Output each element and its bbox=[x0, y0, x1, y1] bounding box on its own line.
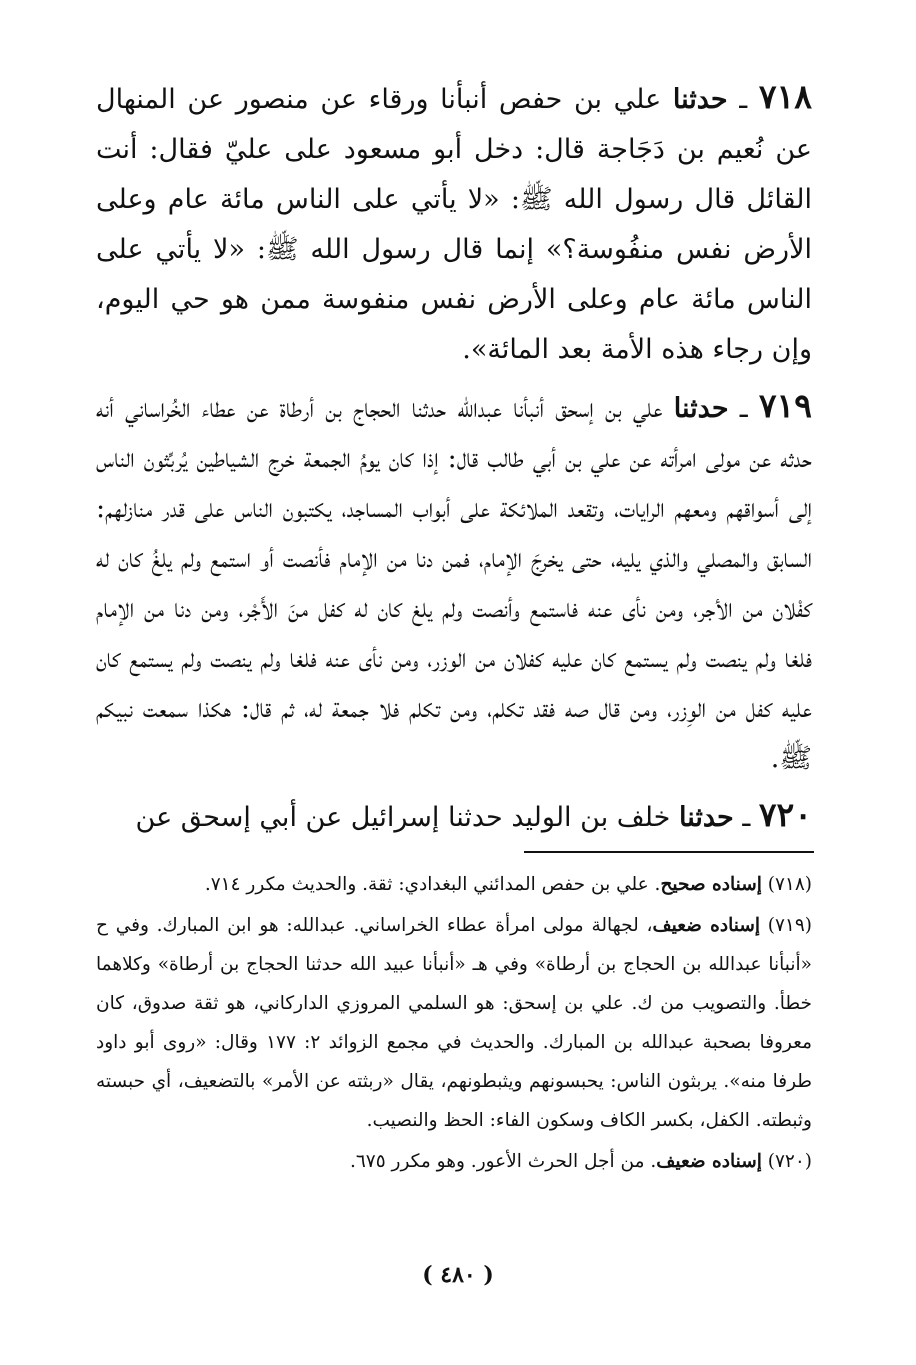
hadith-label: حدثنا bbox=[678, 802, 734, 833]
footnote-ref: (٧١٨) bbox=[767, 874, 812, 895]
footnotes bbox=[96, 865, 812, 1181]
page-body bbox=[96, 72, 812, 1183]
footnote-text: . من أجل الحرث الأعور. وهو مكرر ٦٧٥. bbox=[349, 1151, 657, 1172]
footnote-text: ، لجهالة مولى امرأة عطاء الخراساني. عبدالله: هو ابن المبارك. وفي ح «أنبأنا عبدالله بن الحجاج بن أرطاة» وفي هـ «أنبأنا عبيد الله حدثنا الحجاج بن أرطاة» وكلاهما خطأ. والتصويب من ك. علي بن إسحق: هو السلمي المروزي الداركاني، هو ثقة صدوق، كان معروفا بصحبة عبدالله بن المبارك. والحديث في مجمع الزوائد ٢: ١٧٧ وقال: «روى أبو داود طرفا منه». يربثون الناس: يحبسونهم ويثبطونهم، يقال «ربثته عن الأمر» بالتضعيف، أي حبسته وثبطته. الكفل، بكسر الكاف وسكون الفاء: الحظ والنصيب. bbox=[96, 915, 812, 1131]
footnote-grade: إسناده ضعيف bbox=[652, 915, 760, 936]
hadith-label: حدثنا bbox=[672, 84, 728, 115]
hadith-719: ٧١٩ ـ حدثنا علي بن إسحق أنبأنا عبدالله حدثنا الحجاج بن أرطاة عن عطاء الخُراساني أنه حدثه عن مولى امرأته عن علي بن أبي طالب قال: إذا كان يومُ الجمعة خرج الشياطين يُربِّثون الناس إلى أسواقهم ومعهم الرايات، وتقعد الملائكة على أبواب المساجد، يكتبون الناس على قدر منازلهم: السابق والمصلي والذي يليه، حتى يخرجَ الإمام، فمن دنا من الإمام فأنصت أو استمع ولم يلغُ كان له كفْلان من الأجر، ومن نأى عنه فاستمع وأنصت ولم يلغ كان له كفل منَ الأَجْر، ومن دنا من الإمام فلغا ولم ينصت ولم يستمع كان عليه كفلان من الوزر، ومن نأى عنه فلغا ولم ينصت ولم يستمع كان عليه كفل من الوِزر، ومن قال صه فقد تكلم، ومن تكلم فلا جمعة له، ثم قال: هكذا سمعت نبيكم ﷺ. bbox=[96, 386, 813, 774]
footnote-719 bbox=[96, 906, 812, 1140]
hadith-718: ٧١٨ ـ حدثنا علي بن حفص أنبأنا ورقاء عن منصور عن المنهال عن نُعيم بن دَجَاجة قال: دخل أبو مسعود على عليّ فقال: أنت القائل قال رسول الله ﷺ: «لا يأتي على الناس مائة عام وعلى الأرض نفس منفُوسة؟» إنما قال رسول الله ﷺ: «لا يأتي على الناس مائة عام وعلى الأرض نفس منفوسة ممن هو حي اليوم، وإن رجاء هذه الأمة بعد المائة». bbox=[96, 77, 812, 365]
footnote-718 bbox=[96, 865, 812, 904]
footnote-ref: (٧٢٠) bbox=[767, 1151, 812, 1172]
hadith-label: حدثنا bbox=[673, 393, 729, 424]
footnote-separator bbox=[524, 851, 814, 853]
hadith-number: ٧٢٠ bbox=[758, 795, 812, 834]
footnote-720 bbox=[96, 1142, 812, 1181]
hadith-720: ٧٢٠ ـ حدثنا خلف بن الوليد حدثنا إسرائيل عن أبي إسحق عن bbox=[135, 795, 812, 834]
footnote-grade: إسناده صحيح bbox=[660, 874, 762, 895]
hadith-text: علي بن إسحق أنبأنا عبدالله حدثنا الحجاج بن أرطاة عن عطاء الخُراساني أنه حدثه عن مولى امرأته عن علي بن أبي طالب قال: إذا كان يومُ الجمعة خرج الشياطين يُربِّثون الناس إلى أسواقهم ومعهم الرايات، وتقعد الملائكة على أبواب المساجد، يكتبون الناس على قدر منازلهم: السابق والمصلي والذي يليه، حتى يخرجَ الإمام، فمن دنا من الإمام فأنصت أو استمع ولم يلغُ كان له كفْلان من الأجر، ومن نأى عنه فاستمع وأنصت ولم يلغ كان له كفل منَ الأَجْر، ومن دنا من الإمام فلغا ولم ينصت ولم يستمع كان عليه كفلان من الوزر، ومن نأى عنه فلغا ولم ينصت ولم يستمع كان عليه كفل من الوِزر، ومن قال صه فقد تكلم، ومن تكلم فلا جمعة له، ثم قال: هكذا سمعت نبيكم ﷺ. bbox=[96, 393, 812, 774]
hadith-text: علي بن حفص أنبأنا ورقاء عن منصور عن المنهال عن نُعيم بن دَجَاجة قال: دخل أبو مسعود على عليّ فقال: أنت القائل قال رسول الله ﷺ: «لا يأتي على الناس مائة عام وعلى الأرض نفس منفُوسة؟» إنما قال رسول الله ﷺ: «لا يأتي على الناس مائة عام وعلى الأرض نفس منفوسة ممن هو حي اليوم، وإن رجاء هذه الأمة بعد المائة». bbox=[96, 84, 812, 365]
footnote-ref: (٧١٩) bbox=[767, 915, 812, 936]
footnote-text: . علي بن حفص المدائني البغدادي: ثقة. والحديث مكرر ٧١٤. bbox=[204, 874, 661, 895]
hadith-number: ٧١٨ bbox=[758, 77, 812, 116]
page-number: ( ٤٨٠ ) bbox=[422, 1262, 494, 1288]
hadith-text: خلف بن الوليد حدثنا إسرائيل عن أبي إسحق عن bbox=[135, 802, 671, 833]
hadith-number: ٧١٩ bbox=[758, 386, 813, 425]
footnote-grade: إسناده ضعيف bbox=[656, 1151, 762, 1172]
main-text bbox=[96, 72, 812, 843]
